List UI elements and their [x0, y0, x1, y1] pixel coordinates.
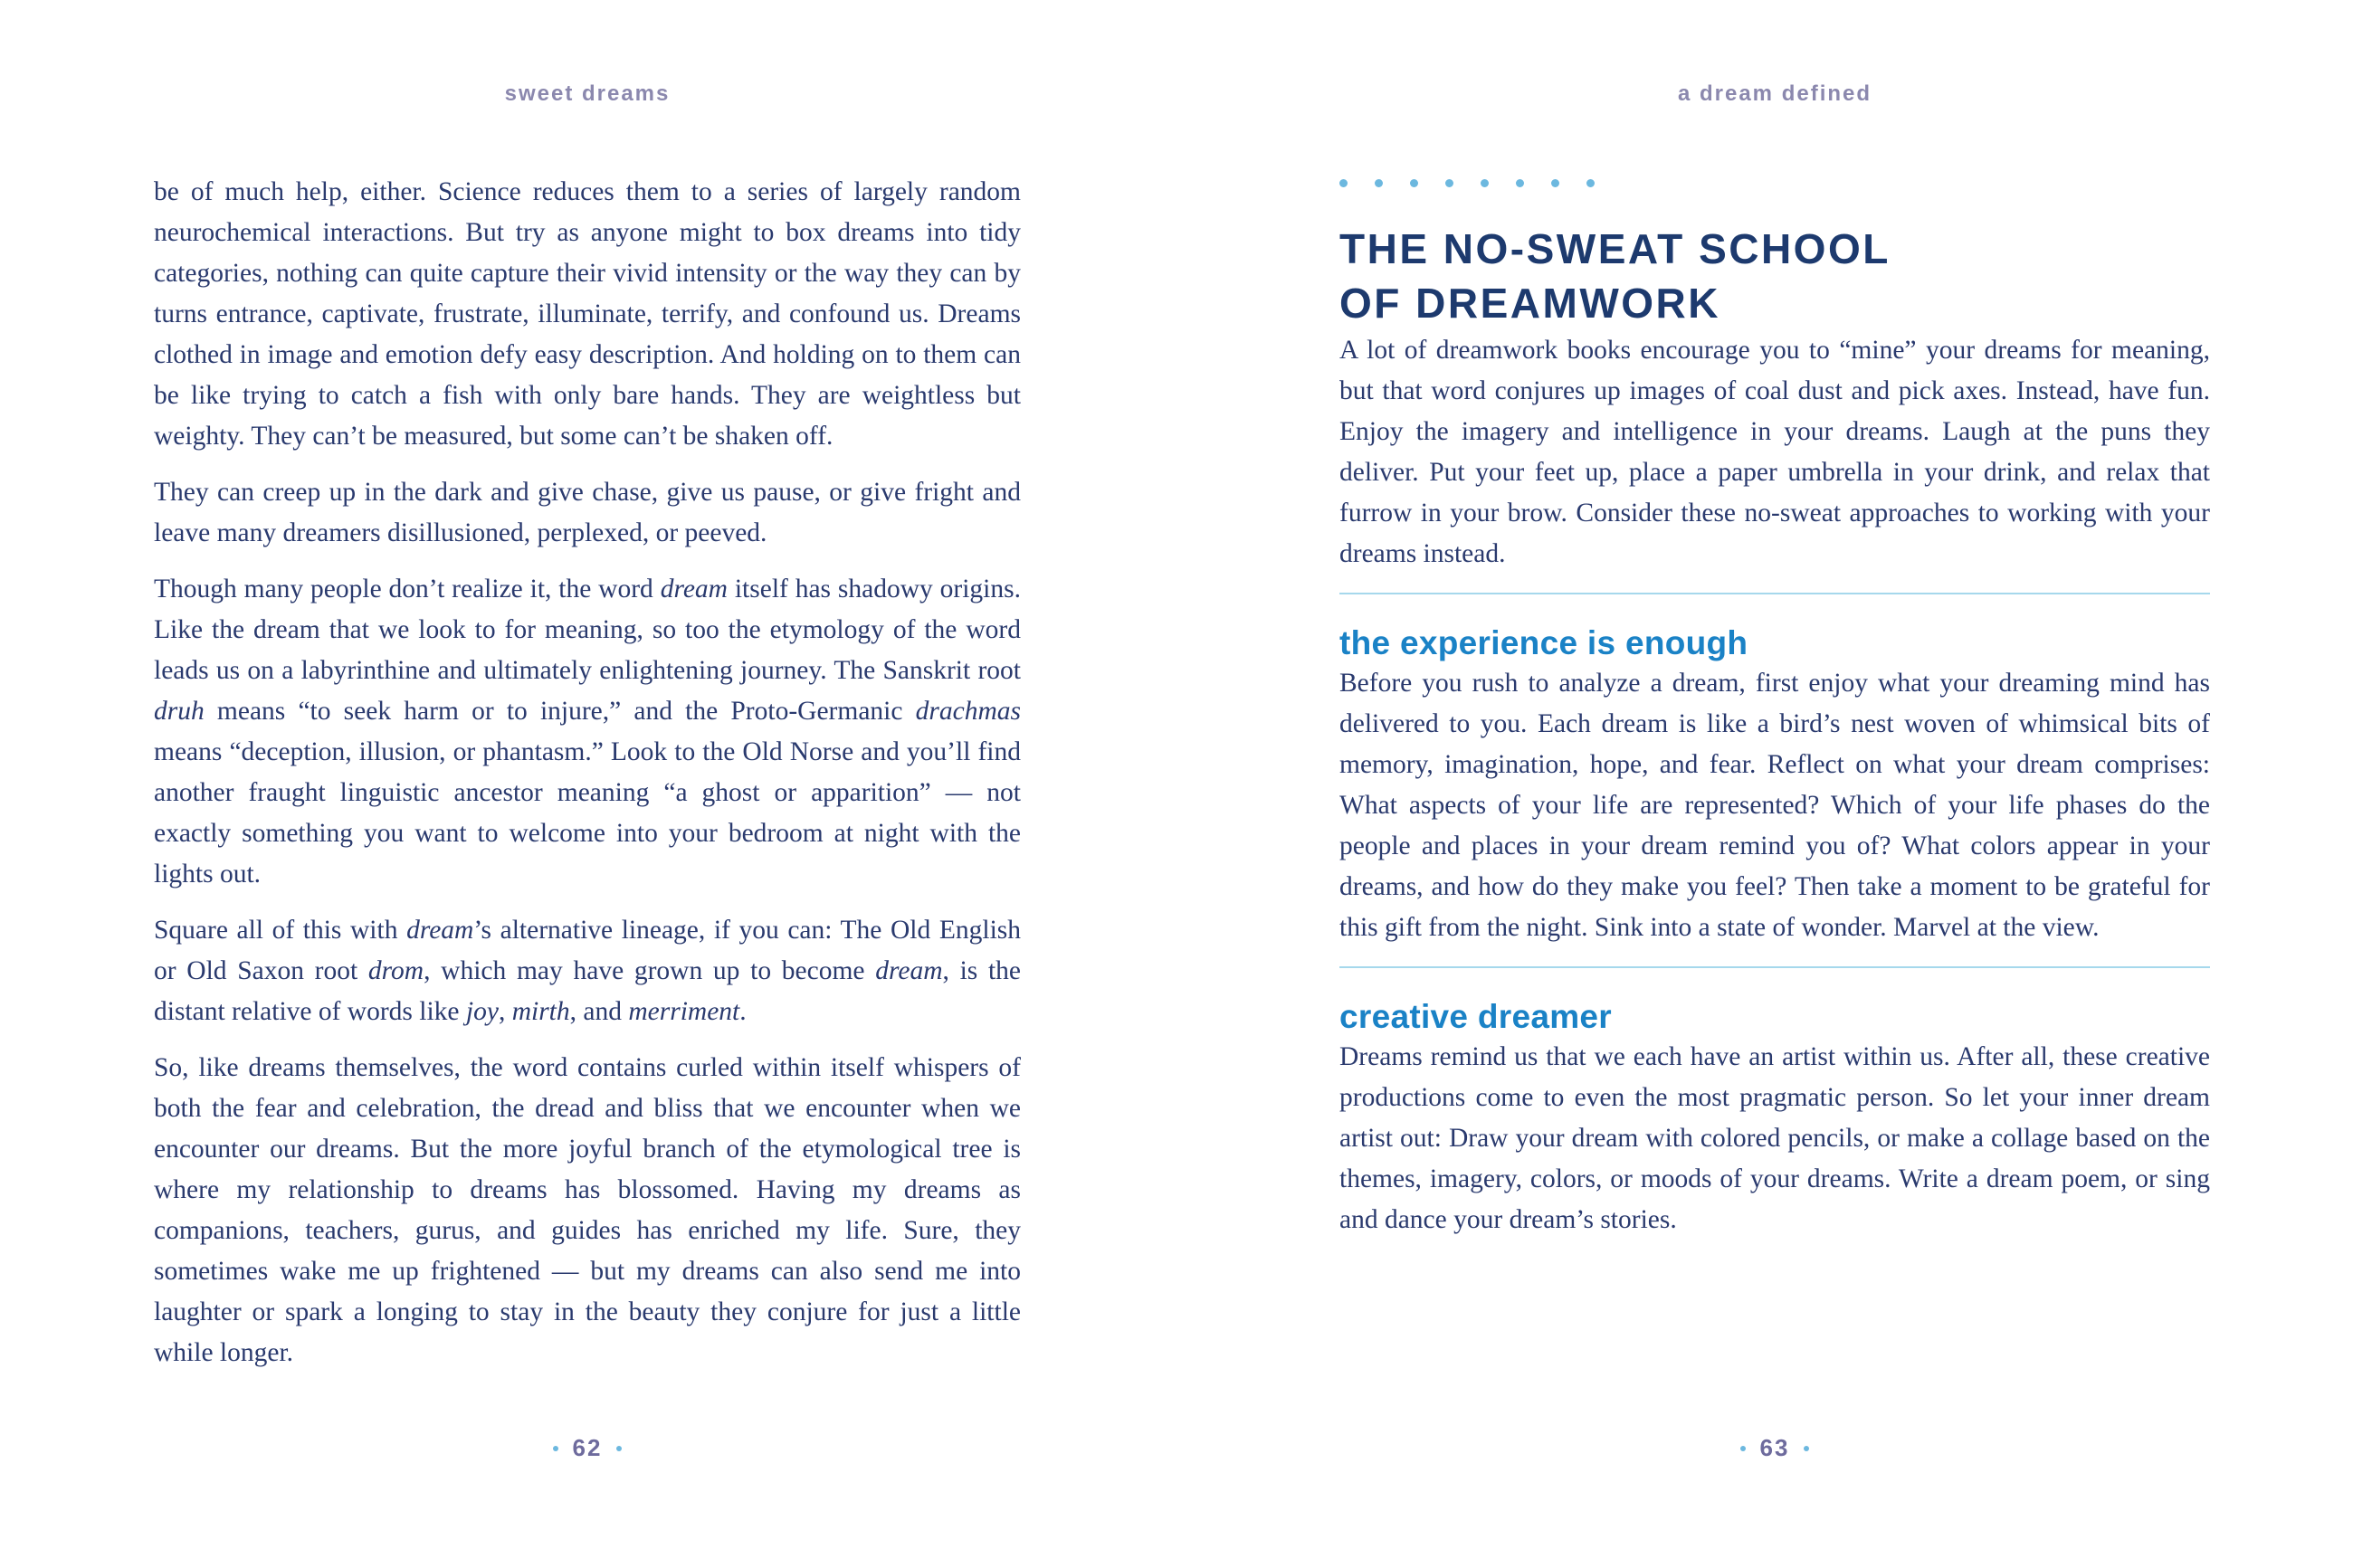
footer-dot-icon	[1804, 1446, 1809, 1451]
section-divider-rule	[1339, 966, 2210, 968]
decorative-dot-icon	[1339, 179, 1348, 187]
chapter-title-line1: THE NO-SWEAT SCHOOL	[1339, 225, 1891, 272]
page-left-column	[154, 0, 1021, 1568]
page-number-left: 62	[572, 1434, 603, 1461]
decorative-dot-icon	[1445, 179, 1453, 187]
page-right-column	[1339, 0, 2210, 1568]
paragraph: Square all of this with dream’s alternative lineage, if you can: The Old English or Old Saxon root drom, which may have grown up to become dream, is the distant relative of words like joy, mirth, and merriment.	[154, 916, 1022, 1026]
section-heading-creative: creative dreamer	[1339, 998, 1612, 1035]
page-right	[1176, 0, 2353, 1568]
paragraph: Though many people don’t realize it, the word dream itself has shadowy origins. Like the dream that we look to for meaning, so too the etymology of the word leads us on a labyrinthine and ultimately enlightening journey. The Sanskrit root druh means “to seek harm or to injure,” and the Proto-Germanic drachmas means “deception, illusion, or phantasm.” Look to the Old Norse and you’ll find another fraught linguistic ancestor meaning “a ghost or apparition” — not exactly something you want to welcome into your bedroom at night with the lights out.	[154, 575, 1021, 889]
decorative-dot-icon	[1516, 179, 1524, 187]
footer-dot-icon	[553, 1446, 558, 1451]
decorative-dot-icon	[1375, 179, 1383, 187]
page-left	[0, 0, 1176, 1568]
decorative-dot-icon	[1410, 179, 1418, 187]
page-number-right: 63	[1759, 1434, 1790, 1461]
page-left-body	[154, 172, 1021, 1373]
running-header-right: a dream defined	[1677, 81, 1872, 106]
paragraph: So, like dreams themselves, the word contains curled within itself whispers of both the fear and celebration, the dread and bliss that we encounter when we encounter our dreams. But the more joyful branch of the etymological tree is where my relationship to dreams has blossomed. Having my dreams as companions, teachers, gurus, and guides has enriched my life. Sure, they sometimes wake me up frightened — but my dreams can also send me into laughter or spark a longing to stay in the beauty they conjure for just a little while longer.	[154, 1053, 1021, 1367]
chapter-intro-paragraph: A lot of dreamwork books encourage you to “mine” your dreams for meaning, but that word conjures up images of coal dust and pick axes. Instead, have fun. Enjoy the imagery and intelligence in your dreams. Laugh at the puns they deliver. Put your feet up, place a paper umbrella in your drink, and relax that furrow in your brow. Consider these no-sweat approaches to working with your dreams instead.	[1339, 336, 2210, 568]
section-body-experience: Before you rush to analyze a dream, first enjoy what your dreaming mind has delivered to you. Each dream is like a bird’s nest woven of whimsical bits of memory, imagination, hope, and fear. Reflect on what your dream comprises: What aspects of your life are represented? Which of your life phases do the people and places in your dream remind you of? What colors appear in your dreams, and how do they make you feel? Then take a moment to be grateful for this gift from the night. Sink into a state of wonder. Marvel at the view.	[1339, 669, 2210, 942]
decorative-dots-row	[1339, 179, 2210, 187]
footer-dot-icon	[616, 1446, 622, 1451]
page-footer-right	[1339, 1434, 2210, 1462]
section-body-creative: Dreams remind us that we each have an artist within us. After all, these creative productions come to even the most pragmatic person. So let your inner dream artist out: Draw your dream with colored pencils, or make a collage based on the themes, imagery, colors, or moods of your dreams. Write a dream poem, or sing and dance your dream’s stories.	[1339, 1042, 2210, 1234]
decorative-dot-icon	[1586, 179, 1595, 187]
running-header-left: sweet dreams	[504, 81, 671, 106]
paragraph: be of much help, either. Science reduces them to a series of largely random neurochemical interactions. But try as anyone might to box dreams into tidy categories, nothing can quite capture their vivid intensity or the way they can by turns entrance, captivate, frustrate, illuminate, terrify, and confound us. Dreams clothed in image and emotion defy easy description. And holding on to them can be like trying to catch a fish with only bare hands. They are weightless but weighty. They can’t be measured, but some can’t be shaken off.	[154, 177, 1021, 451]
chapter-title	[1339, 222, 2210, 330]
decorative-dot-icon	[1551, 179, 1559, 187]
chapter-title-line2: OF DREAMWORK	[1339, 280, 1720, 327]
section-divider-rule	[1339, 593, 2210, 594]
paragraph: They can creep up in the dark and give chase, give us pause, or give fright and leave many dreamers disillusioned, perplexed, or peeved.	[154, 478, 1021, 547]
page-footer-left	[154, 1434, 1021, 1462]
footer-dot-icon	[1740, 1446, 1746, 1451]
decorative-dot-icon	[1481, 179, 1489, 187]
section-heading-experience: the experience is enough	[1339, 624, 1748, 661]
